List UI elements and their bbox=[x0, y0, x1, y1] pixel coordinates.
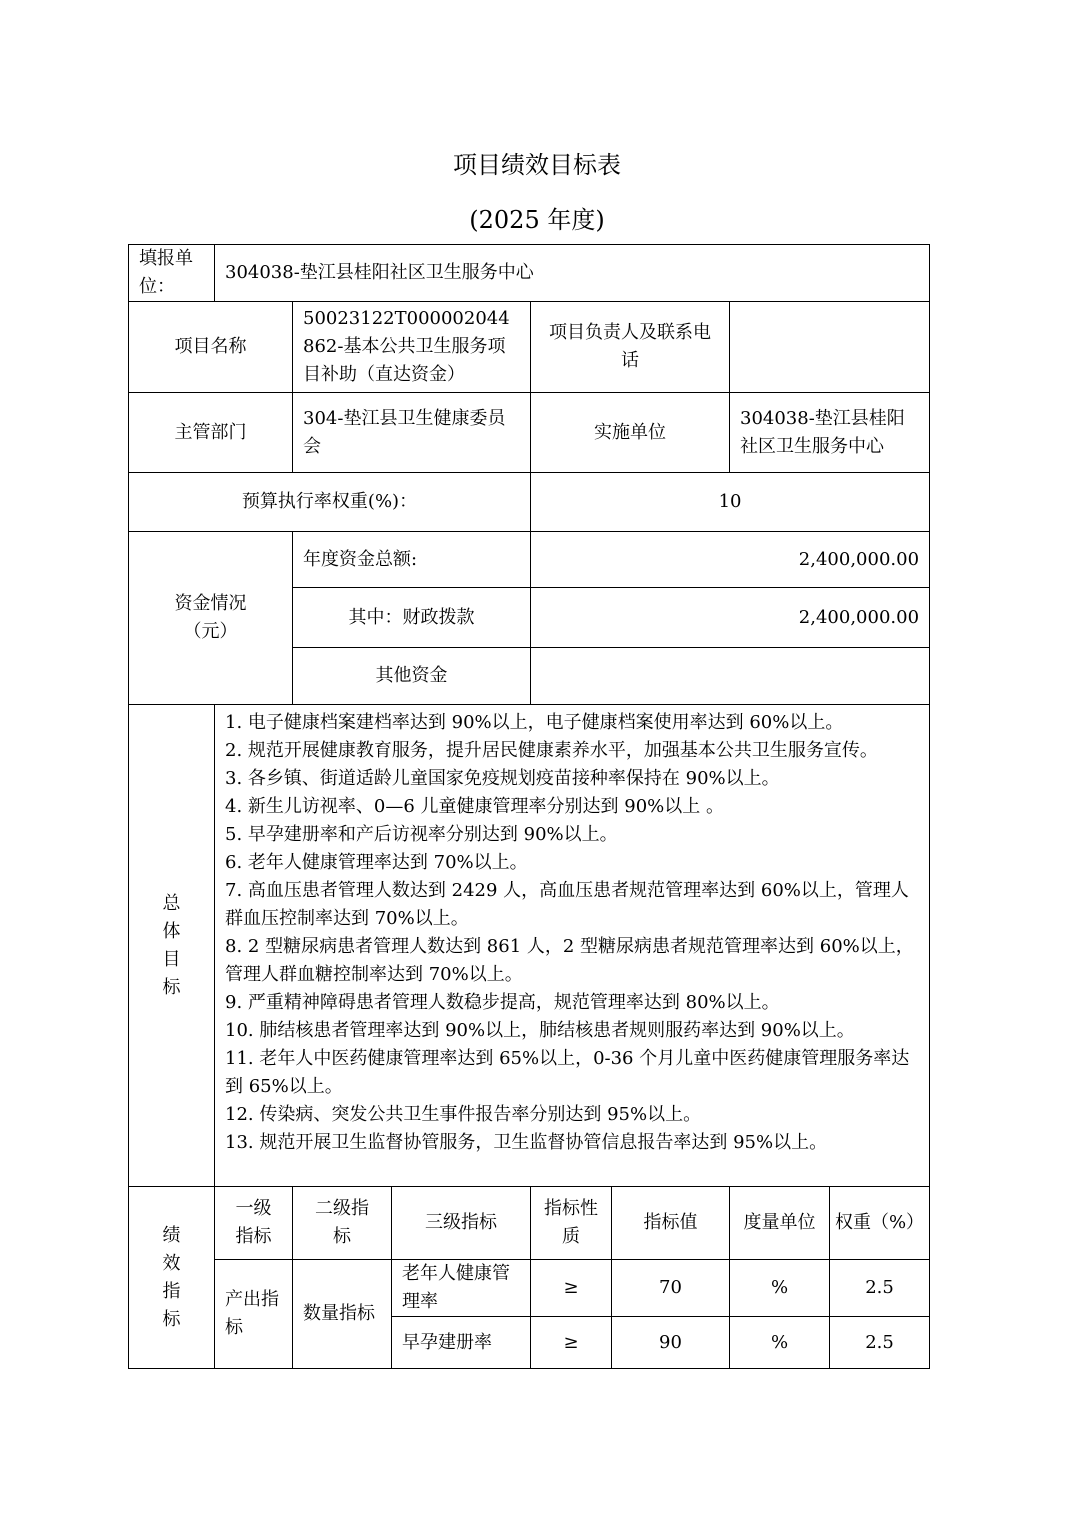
funds-fiscal-value: 2,400,000.00 bbox=[531, 588, 930, 648]
goal-item: 13. 规范开展卫生监督协管服务，卫生监督协管信息报告率达到 95%以上。 bbox=[225, 1132, 828, 1153]
department-value: 304-垫江县卫生健康委员会 bbox=[293, 393, 531, 473]
project-name-value: 50023122T000002044862-基本公共卫生服务项目补助（直达资金） bbox=[293, 302, 531, 393]
header-level3: 三级指标 bbox=[392, 1187, 531, 1260]
goal-item: 7. 高血压患者管理人数达到 2429 人，高血压患者规范管理率达到 60%以上，管理人群血压控制率达到 70%以上。 bbox=[225, 880, 909, 929]
performance-table bbox=[128, 244, 930, 1369]
page-subtitle: (2025 年度) bbox=[469, 206, 605, 234]
indicator-nature: ≥ bbox=[531, 1317, 612, 1369]
goal-item: 4. 新生儿访视率、0—6 儿童健康管理率分别达到 90%以上 。 bbox=[225, 796, 724, 817]
indicators-label: 绩 效 指 标 bbox=[129, 1187, 215, 1369]
department-label: 主管部门 bbox=[129, 393, 293, 473]
indicator-unit: % bbox=[730, 1260, 830, 1317]
header-unit: 度量单位 bbox=[730, 1187, 830, 1260]
goal-item: 5. 早孕建册率和产后访视率分别达到 90%以上。 bbox=[225, 824, 618, 845]
filling-unit-value: 304038-垫江县桂阳社区卫生服务中心 bbox=[215, 245, 930, 302]
indicator-level2: 数量指标 bbox=[293, 1260, 392, 1369]
header-level1: 一级指标 bbox=[215, 1187, 293, 1260]
budget-weight-value: 10 bbox=[531, 473, 930, 532]
funds-other-label: 其他资金 bbox=[293, 648, 531, 705]
indicator-level3: 老年人健康管理率 bbox=[392, 1260, 531, 1317]
project-contact-label: 项目负责人及联系电话 bbox=[531, 302, 730, 393]
indicator-weight: 2.5 bbox=[830, 1317, 930, 1369]
header-weight: 权重（%） bbox=[830, 1187, 930, 1260]
goal-item: 10. 肺结核患者管理率达到 90%以上，肺结核患者规则服药率达到 90%以上。 bbox=[225, 1020, 855, 1041]
indicator-value: 70 bbox=[612, 1260, 730, 1317]
goal-item: 2. 规范开展健康教育服务，提升居民健康素养水平，加强基本公共卫生服务宣传。 bbox=[225, 740, 878, 761]
indicator-nature: ≥ bbox=[531, 1260, 612, 1317]
goals-label: 总 体 目 标 bbox=[129, 705, 215, 1187]
filling-unit-label: 填报单位： bbox=[129, 245, 215, 302]
goal-item: 3. 各乡镇、街道适龄儿童国家免疫规划疫苗接种率保持在 90%以上。 bbox=[225, 768, 780, 789]
funds-fiscal-label: 其中：财政拨款 bbox=[293, 588, 531, 648]
funds-total-label: 年度资金总额: bbox=[293, 532, 531, 588]
funds-total-value: 2,400,000.00 bbox=[531, 532, 930, 588]
impl-unit-label: 实施单位 bbox=[531, 393, 730, 473]
funds-other-value bbox=[531, 648, 930, 705]
goal-item: 9. 严重精神障碍患者管理人数稳步提高，规范管理率达到 80%以上。 bbox=[225, 992, 780, 1013]
header-level2: 二级指标 bbox=[293, 1187, 392, 1260]
indicator-value: 90 bbox=[612, 1317, 730, 1369]
header-nature: 指标性质 bbox=[531, 1187, 612, 1260]
goal-item: 12. 传染病、突发公共卫生事件报告率分别达到 95%以上。 bbox=[225, 1104, 702, 1125]
goal-item: 6. 老年人健康管理率达到 70%以上。 bbox=[225, 852, 528, 873]
indicator-unit: % bbox=[730, 1317, 830, 1369]
goal-item: 11. 老年人中医药健康管理率达到 65%以上，0-36 个月儿童中医药健康管理服务率达到 65%以上。 bbox=[225, 1048, 910, 1097]
indicator-level1: 产出指标 bbox=[215, 1260, 293, 1369]
indicator-weight: 2.5 bbox=[830, 1260, 930, 1317]
goals-list bbox=[215, 705, 930, 1187]
project-contact-value bbox=[730, 302, 930, 393]
indicator-level3: 早孕建册率 bbox=[392, 1317, 531, 1369]
funds-label: 资金情况（元） bbox=[129, 532, 293, 705]
goal-item: 1. 电子健康档案建档率达到 90%以上，电子健康档案使用率达到 60%以上。 bbox=[225, 712, 844, 733]
project-name-label: 项目名称 bbox=[129, 302, 293, 393]
impl-unit-value: 304038-垫江县桂阳社区卫生服务中心 bbox=[730, 393, 930, 473]
header-value: 指标值 bbox=[612, 1187, 730, 1260]
budget-weight-label: 预算执行率权重(%)： bbox=[129, 473, 531, 532]
goal-item: 8. 2 型糖尿病患者管理人数达到 861 人，2 型糖尿病患者规范管理率达到 60%以上，管理人群血糖控制率达到 70%以上。 bbox=[225, 936, 914, 985]
page-title: 项目绩效目标表 bbox=[453, 151, 621, 179]
